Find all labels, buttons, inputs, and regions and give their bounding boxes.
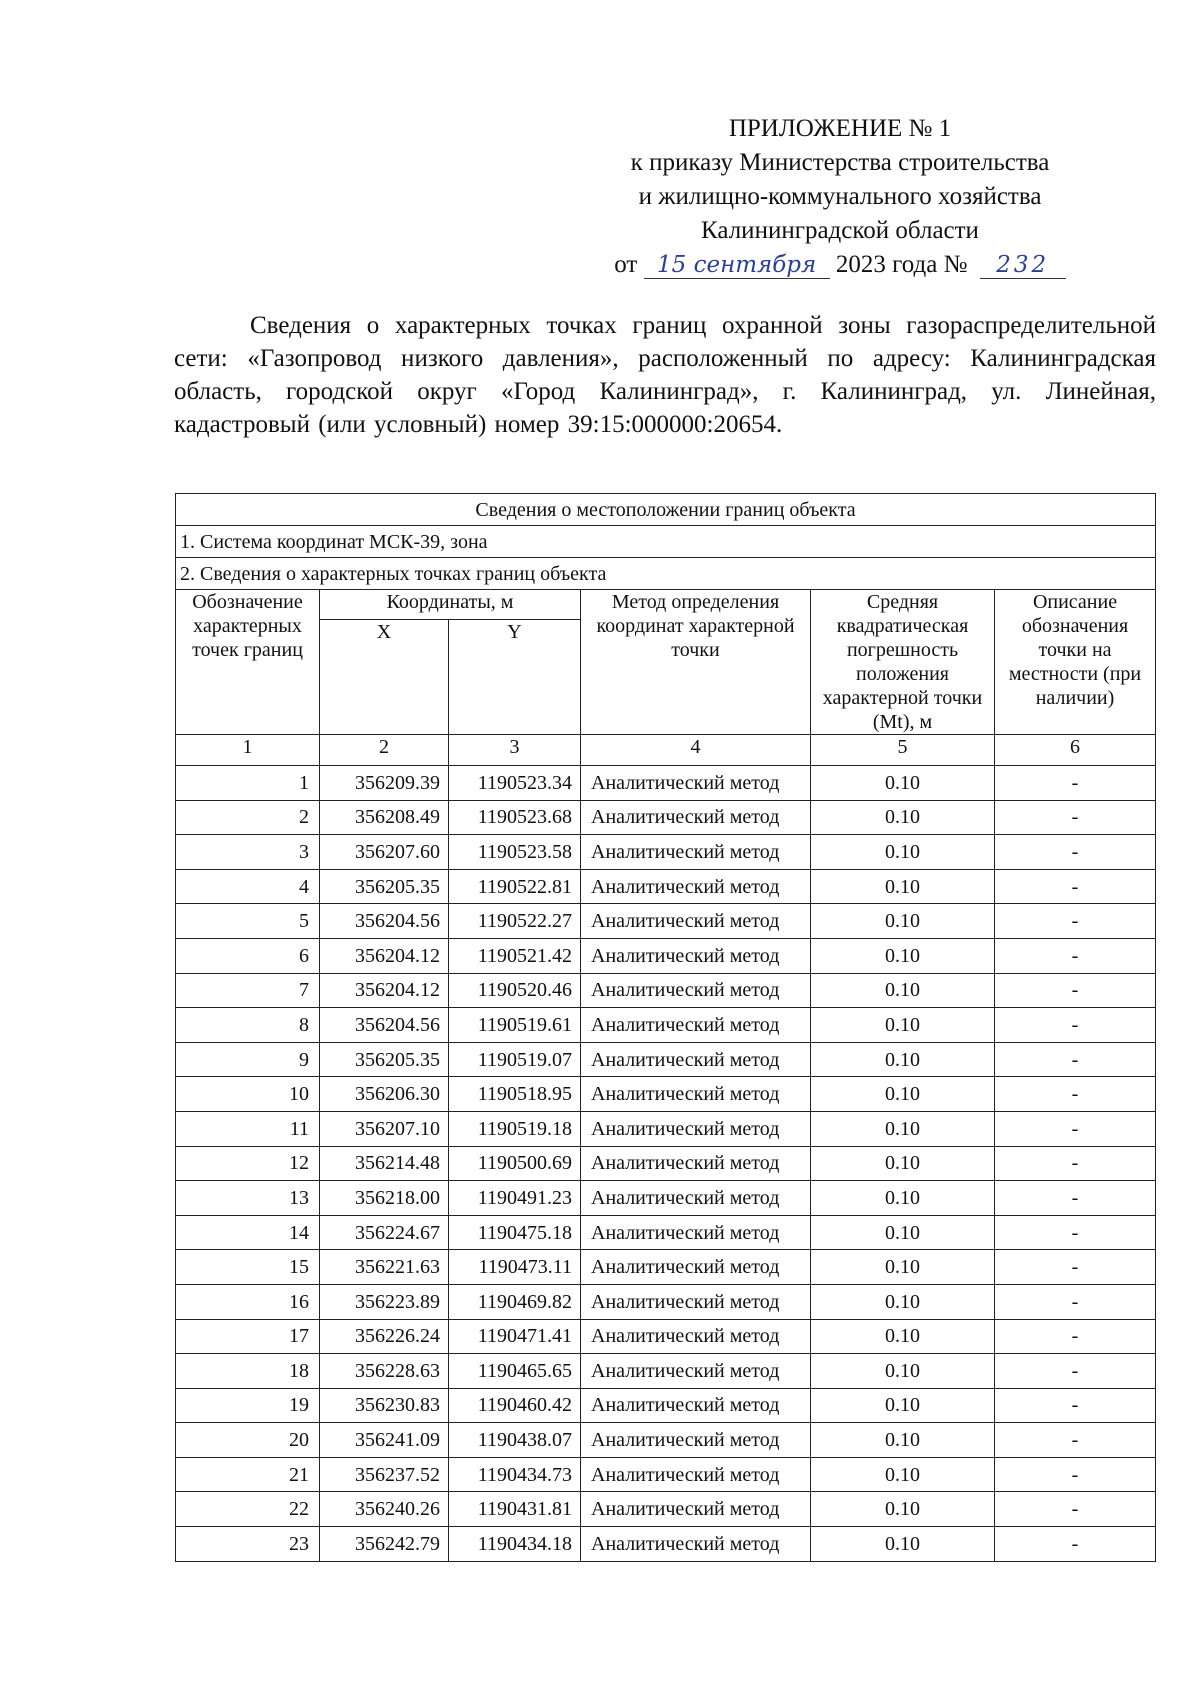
description-cell: - bbox=[995, 938, 1156, 973]
x-coordinate-cell: 356208.49 bbox=[320, 800, 449, 835]
description-cell: - bbox=[995, 1111, 1156, 1146]
col-number: 6 bbox=[995, 735, 1156, 766]
method-cell: Аналитический метод bbox=[581, 938, 811, 973]
method-cell: Аналитический метод bbox=[581, 1388, 811, 1423]
error-cell: 0.10 bbox=[811, 1319, 995, 1354]
col-number: 1 bbox=[176, 735, 320, 766]
year-text: 2023 года № bbox=[835, 251, 968, 278]
y-coordinate-cell: 1190520.46 bbox=[449, 973, 581, 1008]
y-coordinate-cell: 1190473.11 bbox=[449, 1250, 581, 1285]
y-coordinate-cell: 1190491.23 bbox=[449, 1181, 581, 1216]
table-row bbox=[176, 835, 1156, 870]
col-number: 3 bbox=[449, 735, 581, 766]
y-coordinate-cell: 1190523.58 bbox=[449, 835, 581, 870]
col-x: X bbox=[320, 620, 449, 735]
table-row bbox=[176, 1319, 1156, 1354]
y-coordinate-cell: 1190518.95 bbox=[449, 1077, 581, 1112]
method-cell: Аналитический метод bbox=[581, 1354, 811, 1389]
description-cell: - bbox=[995, 1042, 1156, 1077]
col-error: Средняя квадратическая погрешность положения характерной точки (Mt), м bbox=[811, 590, 995, 735]
y-coordinate-cell: 1190431.81 bbox=[449, 1492, 581, 1527]
point-number-cell: 7 bbox=[176, 973, 320, 1008]
point-number-cell: 21 bbox=[176, 1457, 320, 1492]
x-coordinate-cell: 356205.35 bbox=[320, 869, 449, 904]
x-coordinate-cell: 356209.39 bbox=[320, 766, 449, 801]
error-cell: 0.10 bbox=[811, 1146, 995, 1181]
table-title-row bbox=[176, 494, 1156, 526]
x-coordinate-cell: 356204.12 bbox=[320, 973, 449, 1008]
point-number-cell: 22 bbox=[176, 1492, 320, 1527]
table-row bbox=[176, 1077, 1156, 1112]
method-cell: Аналитический метод bbox=[581, 835, 811, 870]
error-cell: 0.10 bbox=[811, 1354, 995, 1389]
x-coordinate-cell: 356224.67 bbox=[320, 1215, 449, 1250]
error-cell: 0.10 bbox=[811, 973, 995, 1008]
coordinate-system: 1. Система координат МСК-39, зона bbox=[176, 526, 1156, 558]
y-coordinate-cell: 1190519.61 bbox=[449, 1008, 581, 1043]
method-cell: Аналитический метод bbox=[581, 1042, 811, 1077]
point-number-cell: 16 bbox=[176, 1284, 320, 1319]
point-number-cell: 14 bbox=[176, 1215, 320, 1250]
order-ref-line-2: и жилищно-коммунального хозяйства bbox=[638, 183, 1042, 210]
table-row bbox=[176, 766, 1156, 801]
error-cell: 0.10 bbox=[811, 835, 995, 870]
description-cell: - bbox=[995, 1146, 1156, 1181]
method-cell: Аналитический метод bbox=[581, 1111, 811, 1146]
y-coordinate-cell: 1190460.42 bbox=[449, 1388, 581, 1423]
error-cell: 0.10 bbox=[811, 1457, 995, 1492]
table-row bbox=[176, 1146, 1156, 1181]
y-coordinate-cell: 1190471.41 bbox=[449, 1319, 581, 1354]
point-number-cell: 23 bbox=[176, 1527, 320, 1562]
method-cell: Аналитический метод bbox=[581, 1457, 811, 1492]
col-y: Y bbox=[449, 620, 581, 735]
x-coordinate-cell: 356221.63 bbox=[320, 1250, 449, 1285]
method-cell: Аналитический метод bbox=[581, 1319, 811, 1354]
error-cell: 0.10 bbox=[811, 904, 995, 939]
date-prefix: от bbox=[614, 251, 638, 278]
method-cell: Аналитический метод bbox=[581, 1284, 811, 1319]
table-row bbox=[176, 1181, 1156, 1216]
table-row bbox=[176, 800, 1156, 835]
col-designation: Обозначение характерных точек границ bbox=[176, 590, 320, 735]
method-cell: Аналитический метод bbox=[581, 1146, 811, 1181]
x-coordinate-cell: 356206.30 bbox=[320, 1077, 449, 1112]
col-description: Описание обозначения точки на местности (при наличии) bbox=[995, 590, 1156, 735]
description-cell: - bbox=[995, 1457, 1156, 1492]
y-coordinate-cell: 1190434.73 bbox=[449, 1457, 581, 1492]
description-cell: - bbox=[995, 835, 1156, 870]
column-header-row bbox=[176, 590, 1156, 620]
table-row bbox=[176, 1527, 1156, 1562]
y-coordinate-cell: 1190434.18 bbox=[449, 1527, 581, 1562]
y-coordinate-cell: 1190469.82 bbox=[449, 1284, 581, 1319]
method-cell: Аналитический метод bbox=[581, 1250, 811, 1285]
error-cell: 0.10 bbox=[811, 1111, 995, 1146]
error-cell: 0.10 bbox=[811, 1527, 995, 1562]
coordinate-system-row bbox=[176, 526, 1156, 558]
table-row bbox=[176, 1111, 1156, 1146]
point-number-cell: 13 bbox=[176, 1181, 320, 1216]
description-cell: - bbox=[995, 1215, 1156, 1250]
x-coordinate-cell: 356240.26 bbox=[320, 1492, 449, 1527]
y-coordinate-cell: 1190522.81 bbox=[449, 869, 581, 904]
method-cell: Аналитический метод bbox=[581, 904, 811, 939]
error-cell: 0.10 bbox=[811, 1388, 995, 1423]
description-cell: - bbox=[995, 766, 1156, 801]
x-coordinate-cell: 356214.48 bbox=[320, 1146, 449, 1181]
table-row bbox=[176, 1492, 1156, 1527]
y-coordinate-cell: 1190465.65 bbox=[449, 1354, 581, 1389]
point-number-cell: 3 bbox=[176, 835, 320, 870]
description-cell: - bbox=[995, 1388, 1156, 1423]
point-number-cell: 12 bbox=[176, 1146, 320, 1181]
x-coordinate-cell: 356207.60 bbox=[320, 835, 449, 870]
x-coordinate-cell: 356242.79 bbox=[320, 1527, 449, 1562]
error-cell: 0.10 bbox=[811, 1042, 995, 1077]
y-coordinate-cell: 1190438.07 bbox=[449, 1423, 581, 1458]
point-number-cell: 18 bbox=[176, 1354, 320, 1389]
method-cell: Аналитический метод bbox=[581, 1008, 811, 1043]
error-cell: 0.10 bbox=[811, 1077, 995, 1112]
description-cell: - bbox=[995, 904, 1156, 939]
point-number-cell: 17 bbox=[176, 1319, 320, 1354]
description-cell: - bbox=[995, 1354, 1156, 1389]
table-row bbox=[176, 1423, 1156, 1458]
method-cell: Аналитический метод bbox=[581, 1527, 811, 1562]
error-cell: 0.10 bbox=[811, 1492, 995, 1527]
y-coordinate-cell: 1190521.42 bbox=[449, 938, 581, 973]
error-cell: 0.10 bbox=[811, 766, 995, 801]
description-cell: - bbox=[995, 1181, 1156, 1216]
method-cell: Аналитический метод bbox=[581, 800, 811, 835]
column-number-row bbox=[176, 735, 1156, 766]
table-row bbox=[176, 1354, 1156, 1389]
col-method: Метод определения координат характерной точки bbox=[581, 590, 811, 735]
x-coordinate-cell: 356204.12 bbox=[320, 938, 449, 973]
point-number-cell: 8 bbox=[176, 1008, 320, 1043]
col-number: 4 bbox=[581, 735, 811, 766]
x-coordinate-cell: 356204.56 bbox=[320, 1008, 449, 1043]
col-number: 2 bbox=[320, 735, 449, 766]
point-number-cell: 5 bbox=[176, 904, 320, 939]
error-cell: 0.10 bbox=[811, 1250, 995, 1285]
appendix-title: ПРИЛОЖЕНИЕ № 1 bbox=[728, 115, 952, 142]
order-ref-line-3: Калининградской области bbox=[701, 217, 979, 244]
point-number-cell: 4 bbox=[176, 869, 320, 904]
description-cell: - bbox=[995, 1284, 1156, 1319]
x-coordinate-cell: 356204.56 bbox=[320, 904, 449, 939]
y-coordinate-cell: 1190523.68 bbox=[449, 800, 581, 835]
description-cell: - bbox=[995, 1008, 1156, 1043]
error-cell: 0.10 bbox=[811, 938, 995, 973]
table-title: Сведения о местоположении границ объекта bbox=[176, 494, 1156, 526]
table-row bbox=[176, 1284, 1156, 1319]
error-cell: 0.10 bbox=[811, 800, 995, 835]
method-cell: Аналитический метод bbox=[581, 1492, 811, 1527]
col-coordinates: Координаты, м bbox=[320, 590, 581, 620]
y-coordinate-cell: 1190523.34 bbox=[449, 766, 581, 801]
method-cell: Аналитический метод bbox=[581, 1423, 811, 1458]
y-coordinate-cell: 1190519.18 bbox=[449, 1111, 581, 1146]
handwritten-date: 15 сентября bbox=[644, 252, 830, 279]
x-coordinate-cell: 356230.83 bbox=[320, 1388, 449, 1423]
method-cell: Аналитический метод bbox=[581, 766, 811, 801]
x-coordinate-cell: 356226.24 bbox=[320, 1319, 449, 1354]
description-cell: - bbox=[995, 1077, 1156, 1112]
appendix-header bbox=[590, 112, 1090, 282]
point-number-cell: 6 bbox=[176, 938, 320, 973]
method-cell: Аналитический метод bbox=[581, 1181, 811, 1216]
table-row bbox=[176, 1215, 1156, 1250]
y-coordinate-cell: 1190519.07 bbox=[449, 1042, 581, 1077]
table-row bbox=[176, 938, 1156, 973]
table-row bbox=[176, 1250, 1156, 1285]
error-cell: 0.10 bbox=[811, 869, 995, 904]
description-cell: - bbox=[995, 1423, 1156, 1458]
error-cell: 0.10 bbox=[811, 1008, 995, 1043]
order-ref-line-1: к приказу Министерства строительства bbox=[630, 149, 1050, 176]
point-number-cell: 19 bbox=[176, 1388, 320, 1423]
description-cell: - bbox=[995, 1492, 1156, 1527]
point-number-cell: 9 bbox=[176, 1042, 320, 1077]
x-coordinate-cell: 356218.00 bbox=[320, 1181, 449, 1216]
point-number-cell: 11 bbox=[176, 1111, 320, 1146]
col-number: 5 bbox=[811, 735, 995, 766]
boundary-points-table bbox=[175, 493, 1156, 1562]
x-coordinate-cell: 356223.89 bbox=[320, 1284, 449, 1319]
table-row bbox=[176, 1457, 1156, 1492]
method-cell: Аналитический метод bbox=[581, 973, 811, 1008]
table-row bbox=[176, 1388, 1156, 1423]
y-coordinate-cell: 1190475.18 bbox=[449, 1215, 581, 1250]
description-cell: - bbox=[995, 1527, 1156, 1562]
table-row bbox=[176, 904, 1156, 939]
point-number-cell: 10 bbox=[176, 1077, 320, 1112]
table-row bbox=[176, 1042, 1156, 1077]
description-cell: - bbox=[995, 1319, 1156, 1354]
y-coordinate-cell: 1190500.69 bbox=[449, 1146, 581, 1181]
error-cell: 0.10 bbox=[811, 1215, 995, 1250]
point-number-cell: 1 bbox=[176, 766, 320, 801]
error-cell: 0.10 bbox=[811, 1284, 995, 1319]
table-row bbox=[176, 973, 1156, 1008]
method-cell: Аналитический метод bbox=[581, 869, 811, 904]
method-cell: Аналитический метод bbox=[581, 1215, 811, 1250]
x-coordinate-cell: 356241.09 bbox=[320, 1423, 449, 1458]
point-number-cell: 2 bbox=[176, 800, 320, 835]
x-coordinate-cell: 356237.52 bbox=[320, 1457, 449, 1492]
point-number-cell: 20 bbox=[176, 1423, 320, 1458]
method-cell: Аналитический метод bbox=[581, 1077, 811, 1112]
table-row bbox=[176, 869, 1156, 904]
description-cell: - bbox=[995, 1250, 1156, 1285]
description-cell: - bbox=[995, 800, 1156, 835]
point-number-cell: 15 bbox=[176, 1250, 320, 1285]
section-title: 2. Сведения о характерных точках границ объекта bbox=[176, 558, 1156, 590]
x-coordinate-cell: 356228.63 bbox=[320, 1354, 449, 1389]
intro-paragraph: Сведения о характерных точках границ охранной зоны газораспределительной сети: «Газопровод низкого давления», расположенный по адресу: Калининградская область, городской округ «Город Калининград», г. Калининград, ул. Линейная, кадастровый (или условный) номер 39:15:000000:20654. bbox=[174, 312, 1156, 438]
y-coordinate-cell: 1190522.27 bbox=[449, 904, 581, 939]
x-coordinate-cell: 356205.35 bbox=[320, 1042, 449, 1077]
x-coordinate-cell: 356207.10 bbox=[320, 1111, 449, 1146]
description-cell: - bbox=[995, 869, 1156, 904]
error-cell: 0.10 bbox=[811, 1181, 995, 1216]
error-cell: 0.10 bbox=[811, 1423, 995, 1458]
description-cell: - bbox=[995, 973, 1156, 1008]
order-date-line bbox=[590, 248, 1090, 282]
handwritten-order-number: 232 bbox=[980, 252, 1066, 279]
section-row bbox=[176, 558, 1156, 590]
table-row bbox=[176, 1008, 1156, 1043]
